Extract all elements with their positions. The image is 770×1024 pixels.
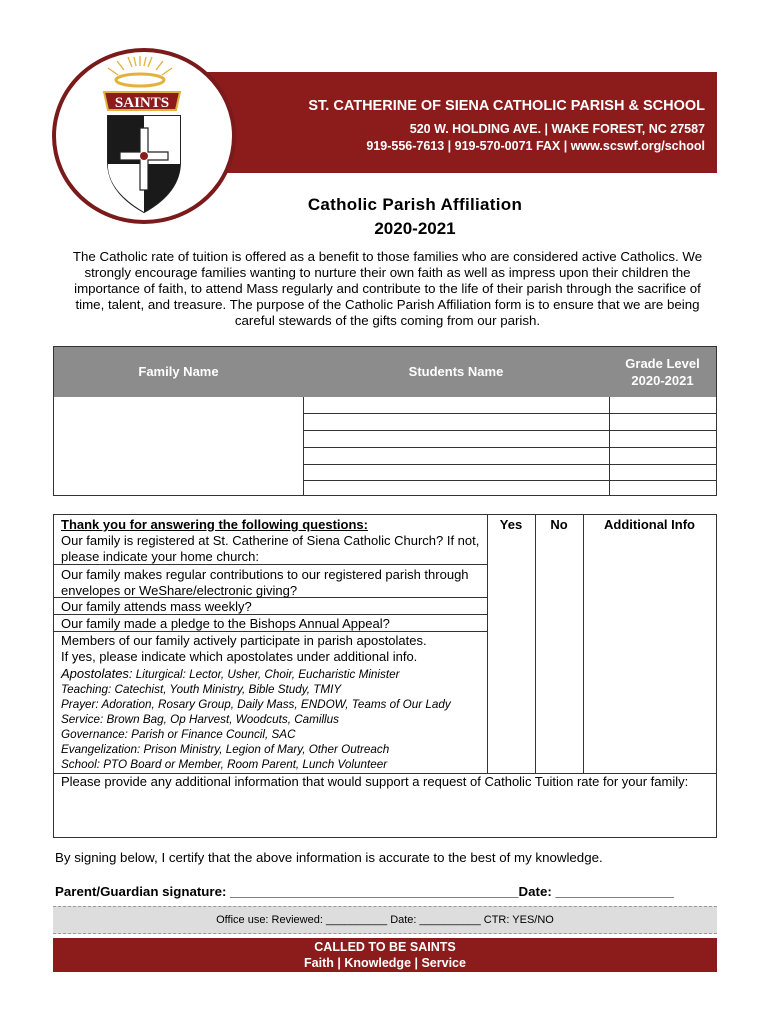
col-grade-year: 2020-2021 <box>631 373 694 388</box>
student-row[interactable] <box>303 447 716 448</box>
student-row[interactable] <box>303 464 716 465</box>
student-row[interactable] <box>303 413 716 414</box>
col-family-name: Family Name <box>138 364 219 379</box>
apostolates-label: Apostolates: <box>61 666 133 681</box>
certification-statement: By signing below, I certify that the above information is accurate to the best of my knowledge. <box>55 850 603 865</box>
family-name-field[interactable] <box>54 397 303 495</box>
footer-band <box>53 938 717 972</box>
student-row[interactable] <box>303 480 716 481</box>
question-apostolates: Members of our family actively participate in parish apostolates. <box>61 633 427 648</box>
apostolates-list <box>61 666 486 772</box>
question-registered: Our family is registered at St. Catherine of Siena Catholic Church? If not, please indicate your home church: <box>61 533 480 564</box>
family-table <box>53 346 717 496</box>
school-address: 520 W. HOLDING AVE. | WAKE FOREST, NC 27587 <box>409 122 705 136</box>
office-use-text: Office use: Reviewed: __________ Date: __________ CTR: YES/NO <box>216 914 554 926</box>
apostolate-item: School: PTO Board or Member, Room Parent, Lunch Volunteer <box>61 758 388 771</box>
col-grade-level: Grade Level <box>625 356 700 371</box>
logo-text: SAINTS <box>114 95 170 111</box>
office-use-box <box>53 906 717 934</box>
apostolate-item: Prayer: Adoration, Rosary Group, Daily Mass, ENDOW, Teams of Our Lady <box>61 698 451 711</box>
apostolate-item: Service: Brown Bag, Op Harvest, Woodcuts, Camillus <box>61 713 340 726</box>
school-contact: 919-556-7613 | 919-570-0071 FAX | www.scswf.org/school <box>366 139 705 153</box>
intro-paragraph: The Catholic rate of tuition is offered as a benefit to those families who are considered active Catholics. We strongly encourage families wanting to nurture their own faith as well as impress upon their children the importance of faith, to attend Mass regularly and contribute to the life of their parish through the sacrifice of time, talent, and treasure. The purpose of the Catholic Parish Affiliation form is to ensure that we are being careful stewards of the gifts coming from our parish. <box>72 249 703 328</box>
question-pledge: Our family made a pledge to the Bishops Annual Appeal? <box>61 616 390 631</box>
signature-line[interactable]: Parent/Guardian signature: _______________________________________Date: ________________ <box>55 884 674 899</box>
col-no: No <box>550 517 568 532</box>
col-yes: Yes <box>499 517 523 532</box>
family-table-header <box>54 347 716 397</box>
additional-info-prompt: Please provide any additional information that would support a request of Catholic Tuition rate for your family: <box>61 774 689 789</box>
apostolate-item: Evangelization: Prison Ministry, Legion of Mary, Other Outreach <box>61 743 390 756</box>
footer-pillars: Faith | Knowledge | Service <box>304 956 466 970</box>
apostolate-item: Teaching: Catechist, Youth Ministry, Bible Study, TMIY <box>61 683 342 696</box>
form-year: 2020-2021 <box>374 219 456 238</box>
footer-motto: CALLED TO BE SAINTS <box>314 940 456 954</box>
col-students-name: Students Name <box>408 364 504 379</box>
question-apostolates-note: If yes, please indicate which apostolates under additional info. <box>61 649 418 664</box>
apostolate-item: Liturgical: Lector, Usher, Choir, Eucharistic Minister <box>135 668 400 681</box>
question-contributions: Our family makes regular contributions to our registered parish through envelopes or WeShare/electronic giving? <box>61 567 469 598</box>
student-row[interactable] <box>303 430 716 431</box>
questions-table <box>53 514 717 838</box>
school-name: ST. CATHERINE OF SIENA CATHOLIC PARISH & SCHOOL <box>308 98 705 114</box>
apostolate-item: Governance: Parish or Finance Council, SAC <box>61 728 296 741</box>
questions-header: Thank you for answering the following questions: <box>61 517 368 532</box>
form-title: Catholic Parish Affiliation <box>307 195 523 214</box>
question-mass: Our family attends mass weekly? <box>61 599 252 614</box>
col-additional-info: Additional Info <box>604 517 695 532</box>
